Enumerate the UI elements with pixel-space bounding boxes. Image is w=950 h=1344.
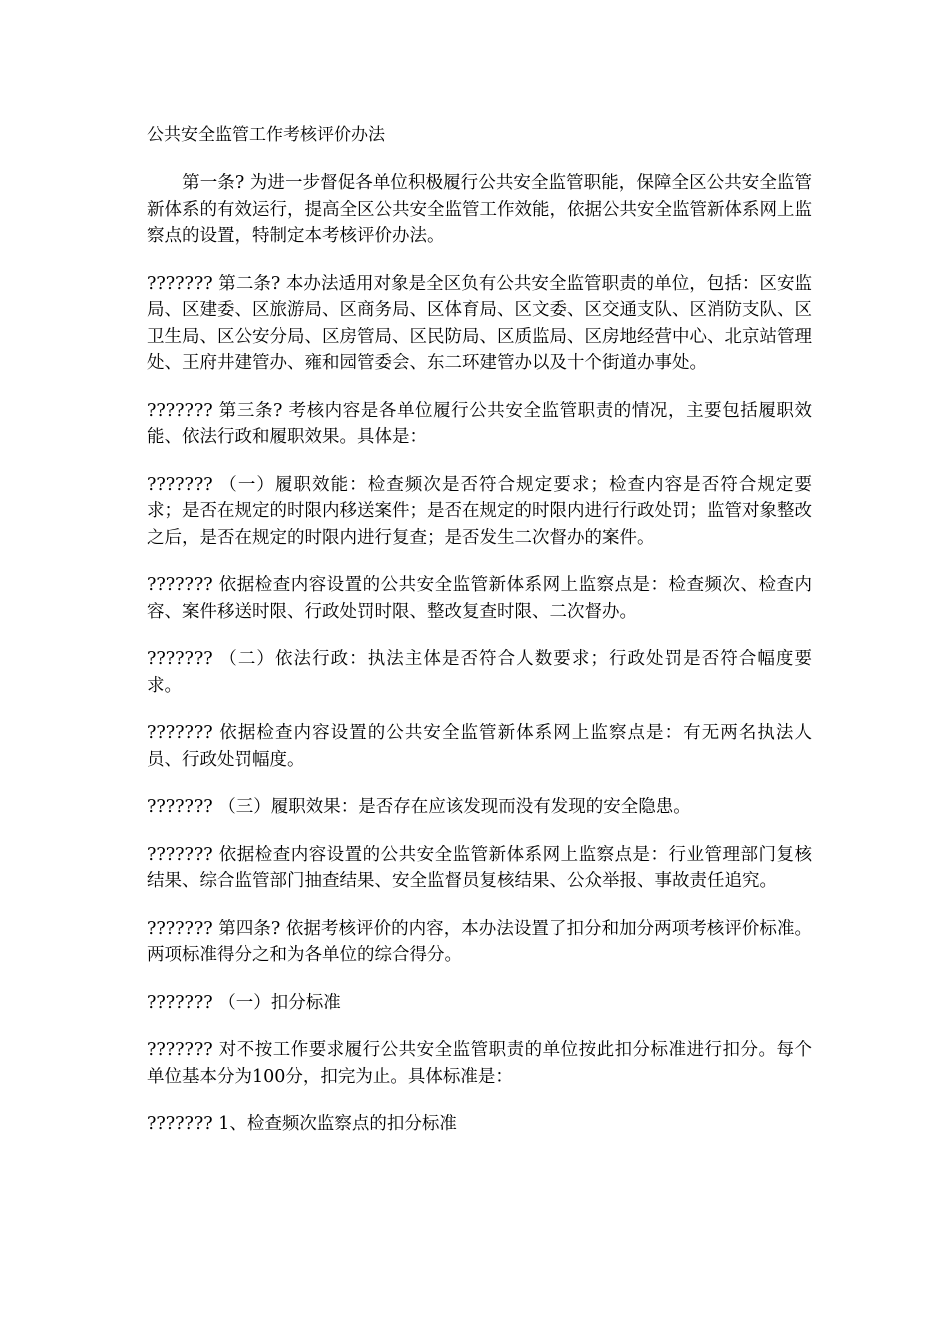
document-title: 公共安全监管工作考核评价办法 [147, 125, 385, 145]
paragraph-lawful-administration: ??????? （二）依法行政：执法主体是否符合人数要求；行政处罚是否符合幅度要求。 [147, 649, 812, 696]
paragraph-performance-effect: ??????? （三）履职效果：是否存在应该发现而没有发现的安全隐患。 [147, 797, 691, 817]
paragraph-deduction-rules: ??????? 对不按工作要求履行公共安全监管职责的单位按此扣分标准进行扣分。每个单位基本分为100分，扣完为止。具体标准是： [147, 1040, 812, 1087]
paragraph-administration-checkpoints: ??????? 依据检查内容设置的公共安全监管新体系网上监察点是：有无两名执法人员、行政处罚幅度。 [147, 723, 812, 770]
paragraph-article-2: ??????? 第二条? 本办法适用对象是全区负有公共安全监管职责的单位，包括：区安监局、区建委、区旅游局、区商务局、区体育局、区文委、区交通支队、区消防支队、区卫生局、区公安分局、区房管局、区民防局、区质监局、区房地经营中心、北京站管理处、王府井建管办、雍和园管委会、东二环建管办以及十个街道办事处。 [147, 273, 812, 373]
paragraph-article-4: ??????? 第四条? 依据考核评价的内容，本办法设置了扣分和加分两项考核评价标准。两项标准得分之和为各单位的综合得分。 [147, 918, 812, 965]
document-page [147, 122, 812, 1159]
paragraph-article-3: ??????? 第三条? 考核内容是各单位履行公共安全监管职责的情况，主要包括履职效能、依法行政和履职效果。具体是： [147, 400, 812, 447]
paragraph-article-1: 第一条? 为进一步督促各单位积极履行公共安全监管职能，保障全区公共安全监管新体系的有效运行，提高全区公共安全监管工作效能，依据公共安全监管新体系网上监察点的设置，特制定本考核评价办法。 [147, 173, 812, 246]
paragraph-efficiency-checkpoints: ??????? 依据检查内容设置的公共安全监管新体系网上监察点是：检查频次、检查内容、案件移送时限、行政处罚时限、整改复查时限、二次督办。 [147, 575, 812, 622]
paragraph-effect-checkpoints: ??????? 依据检查内容设置的公共安全监管新体系网上监察点是：行业管理部门复核结果、综合监管部门抽查结果、安全监督员复核结果、公众举报、事故责任追究。 [147, 844, 812, 891]
paragraph-performance-efficiency: ??????? （一）履职效能：检查频次是否符合规定要求；检查内容是否符合规定要求；是否在规定的时限内移送案件；是否在规定的时限内进行行政处罚；监管对象整改之后，是否在规定的时限内进行复查；是否发生二次督办的案件。 [147, 474, 812, 548]
paragraph-deduction-heading: ??????? （一）扣分标准 [147, 992, 341, 1013]
paragraph-frequency-heading: ??????? 1、检查频次监察点的扣分标准 [147, 1114, 457, 1134]
